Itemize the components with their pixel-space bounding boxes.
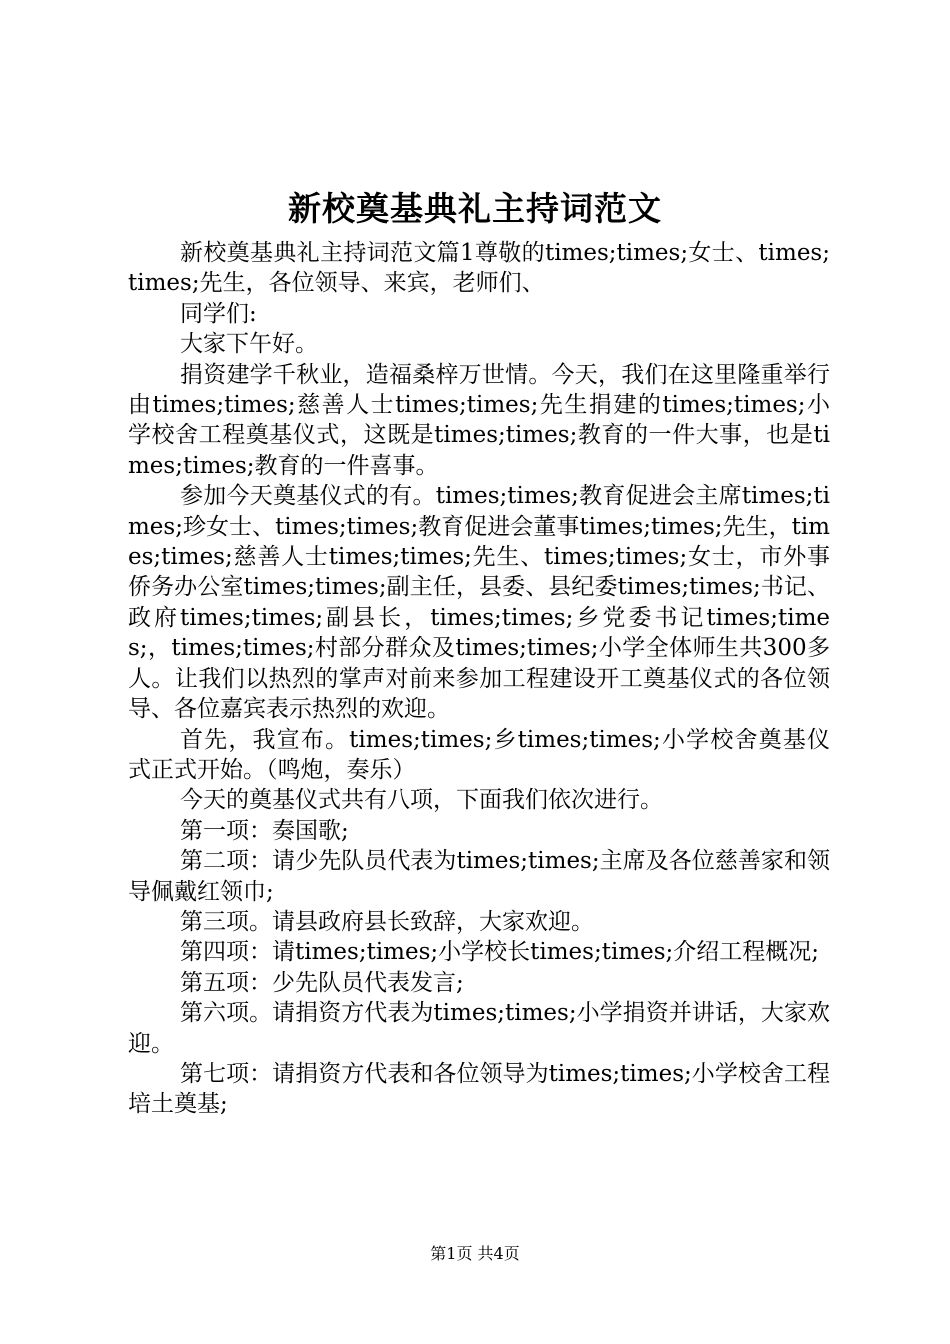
document-title: 新校奠基典礼主持词范文 bbox=[288, 189, 662, 228]
paragraph: 第五项：少先队员代表发言; bbox=[180, 969, 464, 996]
paragraph: 首先，我宣布。times;times;乡times;times;小学校舍奠基仪式正式开始。（鸣炮，奏乐） bbox=[128, 726, 830, 783]
paragraph: 第三项。请县政府县长致辞，大家欢迎。 bbox=[180, 908, 594, 935]
paragraph: 大家下午好。 bbox=[180, 331, 318, 358]
paragraph: 今天的奠基仪式共有八项，下面我们依次进行。 bbox=[180, 787, 663, 814]
paragraph: 捐资建学千秋业，造福桑梓万世情。今天，我们在这里隆重举行由times;times;慈善人士times;times;先生捐建的times;times;小学校舍工程奠基仪式，这既是times;times;教育的一件大事，也是times;times;教育的一件喜事。 bbox=[128, 361, 830, 479]
paragraph: 新校奠基典礼主持词范文篇1尊敬的times;times;女士、times;times;先生，各位领导、来宾，老师们、 bbox=[128, 240, 830, 297]
paragraph: 参加今天奠基仪式的有。times;times;教育促进会主席times;times;珍女士、times;times;教育促进会董事times;times;先生，times;times;慈善人士times;times;先生、times;times;女士，市外事侨务办公室times;times;副主任，县委、县纪委times;times;书记、政府times;times;副县长，times;times;乡党委书记times;times;，times;times;村部分群众及times;times;小学全体师生共300多人。让我们以热烈的掌声对前来参加工程建设开工奠基仪式的各位领导、各位嘉宾表示热烈的欢迎。 bbox=[128, 483, 830, 723]
paragraph: 第六项。请捐资方代表为times;times;小学捐资并讲话，大家欢迎。 bbox=[128, 1000, 830, 1057]
paragraph: 第七项：请捐资方代表和各位领导为times;times;小学校舍工程培土奠基; bbox=[128, 1060, 830, 1118]
document-body bbox=[128, 238, 830, 1120]
page-number-footer: 第1页 共4页 bbox=[430, 1244, 520, 1263]
paragraph: 第二项：请少先队员代表为times;times;主席及各位慈善家和领导佩戴红领巾; bbox=[128, 848, 830, 905]
paragraph: 第四项：请times;times;小学校长times;times;介绍工程概况; bbox=[180, 939, 820, 966]
paragraph: 第一项：奏国歌; bbox=[180, 817, 349, 844]
paragraph: 同学们: bbox=[180, 300, 257, 327]
